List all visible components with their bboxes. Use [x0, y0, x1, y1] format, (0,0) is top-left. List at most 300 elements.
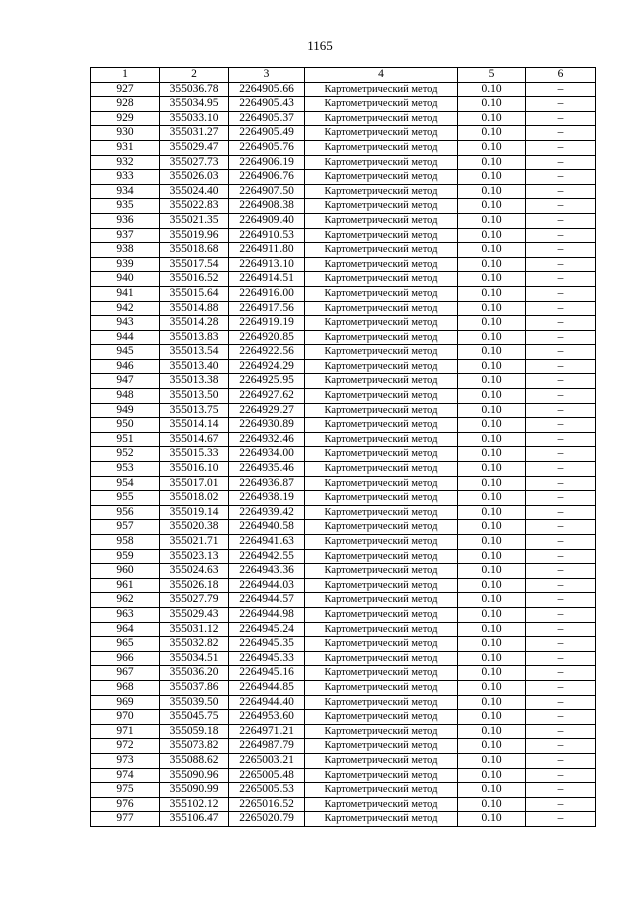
note-cell: –: [526, 374, 596, 389]
method-cell: Картометрический метод: [305, 593, 458, 608]
x-coordinate-cell: 355018.02: [160, 491, 229, 506]
method-cell: Картометрический метод: [305, 622, 458, 637]
y-coordinate-cell: 2264942.55: [229, 549, 305, 564]
note-cell: –: [526, 607, 596, 622]
accuracy-cell: 0.10: [458, 257, 526, 272]
method-cell: Картометрический метод: [305, 301, 458, 316]
point-number-cell: 954: [91, 476, 160, 491]
method-cell: Картометрический метод: [305, 432, 458, 447]
point-number-cell: 976: [91, 797, 160, 812]
y-coordinate-cell: 2264940.58: [229, 520, 305, 535]
x-coordinate-cell: 355037.86: [160, 680, 229, 695]
table-row: [91, 607, 596, 622]
accuracy-cell: 0.10: [458, 753, 526, 768]
accuracy-cell: 0.10: [458, 330, 526, 345]
accuracy-cell: 0.10: [458, 345, 526, 360]
point-number-cell: 958: [91, 535, 160, 550]
point-number-cell: 943: [91, 316, 160, 331]
y-coordinate-cell: 2264945.35: [229, 637, 305, 652]
x-coordinate-cell: 355022.83: [160, 199, 229, 214]
header-row: [91, 68, 596, 83]
table-row: [91, 651, 596, 666]
header-cell-3: 3: [229, 68, 305, 83]
note-cell: –: [526, 301, 596, 316]
point-number-cell: 963: [91, 607, 160, 622]
x-coordinate-cell: 355020.38: [160, 520, 229, 535]
accuracy-cell: 0.10: [458, 316, 526, 331]
table-header: [91, 68, 596, 83]
table-row: [91, 330, 596, 345]
method-cell: Картометрический метод: [305, 710, 458, 725]
accuracy-cell: 0.10: [458, 301, 526, 316]
point-number-cell: 971: [91, 724, 160, 739]
x-coordinate-cell: 355013.83: [160, 330, 229, 345]
point-number-cell: 970: [91, 710, 160, 725]
y-coordinate-cell: 2264939.42: [229, 505, 305, 520]
x-coordinate-cell: 355021.35: [160, 213, 229, 228]
x-coordinate-cell: 355029.47: [160, 140, 229, 155]
accuracy-cell: 0.10: [458, 170, 526, 185]
header-cell-5: 5: [458, 68, 526, 83]
table-row: [91, 753, 596, 768]
y-coordinate-cell: 2264925.95: [229, 374, 305, 389]
note-cell: –: [526, 82, 596, 97]
note-cell: –: [526, 739, 596, 754]
accuracy-cell: 0.10: [458, 286, 526, 301]
method-cell: Картометрический метод: [305, 797, 458, 812]
table-row: [91, 564, 596, 579]
x-coordinate-cell: 355090.96: [160, 768, 229, 783]
header-cell-2: 2: [160, 68, 229, 83]
x-coordinate-cell: 355027.73: [160, 155, 229, 170]
note-cell: –: [526, 505, 596, 520]
method-cell: Картометрический метод: [305, 637, 458, 652]
table-row: [91, 418, 596, 433]
method-cell: Картометрический метод: [305, 812, 458, 827]
note-cell: –: [526, 330, 596, 345]
y-coordinate-cell: 2264930.89: [229, 418, 305, 433]
x-coordinate-cell: 355016.10: [160, 462, 229, 477]
point-number-cell: 972: [91, 739, 160, 754]
table-row: [91, 710, 596, 725]
note-cell: –: [526, 403, 596, 418]
accuracy-cell: 0.10: [458, 710, 526, 725]
table-row: [91, 111, 596, 126]
point-number-cell: 965: [91, 637, 160, 652]
table-row: [91, 228, 596, 243]
table-row: [91, 491, 596, 506]
note-cell: –: [526, 680, 596, 695]
table-row: [91, 680, 596, 695]
note-cell: –: [526, 564, 596, 579]
accuracy-cell: 0.10: [458, 476, 526, 491]
y-coordinate-cell: 2264919.19: [229, 316, 305, 331]
accuracy-cell: 0.10: [458, 462, 526, 477]
x-coordinate-cell: 355013.75: [160, 403, 229, 418]
method-cell: Картометрический метод: [305, 476, 458, 491]
table-row: [91, 520, 596, 535]
x-coordinate-cell: 355016.52: [160, 272, 229, 287]
y-coordinate-cell: 2264905.43: [229, 97, 305, 112]
note-cell: –: [526, 272, 596, 287]
header-cell-4: 4: [305, 68, 458, 83]
point-number-cell: 932: [91, 155, 160, 170]
note-cell: –: [526, 140, 596, 155]
y-coordinate-cell: 2264911.80: [229, 243, 305, 258]
method-cell: Картометрический метод: [305, 462, 458, 477]
y-coordinate-cell: 2264920.85: [229, 330, 305, 345]
note-cell: –: [526, 797, 596, 812]
method-cell: Картометрический метод: [305, 724, 458, 739]
y-coordinate-cell: 2264944.03: [229, 578, 305, 593]
accuracy-cell: 0.10: [458, 593, 526, 608]
y-coordinate-cell: 2264906.19: [229, 155, 305, 170]
y-coordinate-cell: 2264914.51: [229, 272, 305, 287]
accuracy-cell: 0.10: [458, 272, 526, 287]
point-number-cell: 955: [91, 491, 160, 506]
note-cell: –: [526, 286, 596, 301]
method-cell: Картометрический метод: [305, 257, 458, 272]
method-cell: Картометрический метод: [305, 111, 458, 126]
accuracy-cell: 0.10: [458, 97, 526, 112]
table-row: [91, 359, 596, 374]
table-row: [91, 695, 596, 710]
table-row: [91, 666, 596, 681]
note-cell: –: [526, 213, 596, 228]
x-coordinate-cell: 355019.96: [160, 228, 229, 243]
x-coordinate-cell: 355014.88: [160, 301, 229, 316]
point-number-cell: 936: [91, 213, 160, 228]
accuracy-cell: 0.10: [458, 812, 526, 827]
table-row: [91, 447, 596, 462]
point-number-cell: 950: [91, 418, 160, 433]
accuracy-cell: 0.10: [458, 82, 526, 97]
x-coordinate-cell: 355013.54: [160, 345, 229, 360]
note-cell: –: [526, 753, 596, 768]
note-cell: –: [526, 228, 596, 243]
note-cell: –: [526, 97, 596, 112]
header-cell-6: 6: [526, 68, 596, 83]
note-cell: –: [526, 345, 596, 360]
table-row: [91, 345, 596, 360]
table-row: [91, 724, 596, 739]
note-cell: –: [526, 389, 596, 404]
method-cell: Картометрический метод: [305, 213, 458, 228]
y-coordinate-cell: 2264908.38: [229, 199, 305, 214]
note-cell: –: [526, 447, 596, 462]
method-cell: Картометрический метод: [305, 535, 458, 550]
point-number-cell: 953: [91, 462, 160, 477]
x-coordinate-cell: 355014.14: [160, 418, 229, 433]
note-cell: –: [526, 126, 596, 141]
y-coordinate-cell: 2264938.19: [229, 491, 305, 506]
method-cell: Картометрический метод: [305, 564, 458, 579]
y-coordinate-cell: 2264924.29: [229, 359, 305, 374]
page-number: 1165: [307, 38, 333, 53]
point-number-cell: 947: [91, 374, 160, 389]
y-coordinate-cell: 2264944.98: [229, 607, 305, 622]
accuracy-cell: 0.10: [458, 389, 526, 404]
note-cell: –: [526, 812, 596, 827]
point-number-cell: 952: [91, 447, 160, 462]
accuracy-cell: 0.10: [458, 695, 526, 710]
y-coordinate-cell: 2264922.56: [229, 345, 305, 360]
method-cell: Картометрический метод: [305, 82, 458, 97]
method-cell: Картометрический метод: [305, 286, 458, 301]
method-cell: Картометрический метод: [305, 491, 458, 506]
accuracy-cell: 0.10: [458, 447, 526, 462]
x-coordinate-cell: 355031.27: [160, 126, 229, 141]
y-coordinate-cell: 2264944.57: [229, 593, 305, 608]
table-row: [91, 505, 596, 520]
x-coordinate-cell: 355088.62: [160, 753, 229, 768]
method-cell: Картометрический метод: [305, 607, 458, 622]
table-row: [91, 389, 596, 404]
note-cell: –: [526, 491, 596, 506]
x-coordinate-cell: 355015.33: [160, 447, 229, 462]
method-cell: Картометрический метод: [305, 374, 458, 389]
point-number-cell: 940: [91, 272, 160, 287]
note-cell: –: [526, 111, 596, 126]
y-coordinate-cell: 2264906.76: [229, 170, 305, 185]
method-cell: Картометрический метод: [305, 418, 458, 433]
accuracy-cell: 0.10: [458, 199, 526, 214]
accuracy-cell: 0.10: [458, 374, 526, 389]
y-coordinate-cell: 2264929.27: [229, 403, 305, 418]
point-number-cell: 930: [91, 126, 160, 141]
accuracy-cell: 0.10: [458, 797, 526, 812]
table-row: [91, 316, 596, 331]
table-row: [91, 213, 596, 228]
accuracy-cell: 0.10: [458, 126, 526, 141]
point-number-cell: 951: [91, 432, 160, 447]
y-coordinate-cell: 2264905.49: [229, 126, 305, 141]
note-cell: –: [526, 520, 596, 535]
table-row: [91, 140, 596, 155]
accuracy-cell: 0.10: [458, 140, 526, 155]
accuracy-cell: 0.10: [458, 637, 526, 652]
method-cell: Картометрический метод: [305, 505, 458, 520]
note-cell: –: [526, 535, 596, 550]
point-number-cell: 939: [91, 257, 160, 272]
y-coordinate-cell: 2264927.62: [229, 389, 305, 404]
x-coordinate-cell: 355034.95: [160, 97, 229, 112]
accuracy-cell: 0.10: [458, 403, 526, 418]
accuracy-cell: 0.10: [458, 111, 526, 126]
point-number-cell: 974: [91, 768, 160, 783]
point-number-cell: 937: [91, 228, 160, 243]
x-coordinate-cell: 355059.18: [160, 724, 229, 739]
y-coordinate-cell: 2265005.53: [229, 783, 305, 798]
method-cell: Картометрический метод: [305, 243, 458, 258]
point-number-cell: 957: [91, 520, 160, 535]
method-cell: Картометрический метод: [305, 403, 458, 418]
note-cell: –: [526, 316, 596, 331]
note-cell: –: [526, 476, 596, 491]
note-cell: –: [526, 783, 596, 798]
point-number-cell: 968: [91, 680, 160, 695]
table-body: [91, 82, 596, 826]
point-number-cell: 945: [91, 345, 160, 360]
accuracy-cell: 0.10: [458, 549, 526, 564]
point-number-cell: 946: [91, 359, 160, 374]
accuracy-cell: 0.10: [458, 564, 526, 579]
y-coordinate-cell: 2265003.21: [229, 753, 305, 768]
accuracy-cell: 0.10: [458, 768, 526, 783]
y-coordinate-cell: 2264944.85: [229, 680, 305, 695]
note-cell: –: [526, 622, 596, 637]
x-coordinate-cell: 355039.50: [160, 695, 229, 710]
method-cell: Картометрический метод: [305, 651, 458, 666]
table-row: [91, 739, 596, 754]
point-number-cell: 944: [91, 330, 160, 345]
method-cell: Картометрический метод: [305, 680, 458, 695]
x-coordinate-cell: 355073.82: [160, 739, 229, 754]
accuracy-cell: 0.10: [458, 578, 526, 593]
header-cell-1: 1: [91, 68, 160, 83]
accuracy-cell: 0.10: [458, 651, 526, 666]
point-number-cell: 942: [91, 301, 160, 316]
x-coordinate-cell: 355045.75: [160, 710, 229, 725]
point-number-cell: 964: [91, 622, 160, 637]
method-cell: Картометрический метод: [305, 345, 458, 360]
table-row: [91, 768, 596, 783]
table-row: [91, 535, 596, 550]
y-coordinate-cell: 2264934.00: [229, 447, 305, 462]
point-number-cell: 961: [91, 578, 160, 593]
y-coordinate-cell: 2264905.76: [229, 140, 305, 155]
x-coordinate-cell: 355013.38: [160, 374, 229, 389]
accuracy-cell: 0.10: [458, 184, 526, 199]
y-coordinate-cell: 2264916.00: [229, 286, 305, 301]
accuracy-cell: 0.10: [458, 213, 526, 228]
point-number-cell: 977: [91, 812, 160, 827]
x-coordinate-cell: 355015.64: [160, 286, 229, 301]
method-cell: Картометрический метод: [305, 155, 458, 170]
table-row: [91, 462, 596, 477]
note-cell: –: [526, 243, 596, 258]
note-cell: –: [526, 651, 596, 666]
point-number-cell: 962: [91, 593, 160, 608]
y-coordinate-cell: 2264909.40: [229, 213, 305, 228]
method-cell: Картометрический метод: [305, 768, 458, 783]
y-coordinate-cell: 2265005.48: [229, 768, 305, 783]
accuracy-cell: 0.10: [458, 228, 526, 243]
table-row: [91, 578, 596, 593]
method-cell: Картометрический метод: [305, 316, 458, 331]
method-cell: Картометрический метод: [305, 783, 458, 798]
point-number-cell: 935: [91, 199, 160, 214]
y-coordinate-cell: 2264971.21: [229, 724, 305, 739]
accuracy-cell: 0.10: [458, 520, 526, 535]
table-row: [91, 403, 596, 418]
x-coordinate-cell: 355024.40: [160, 184, 229, 199]
x-coordinate-cell: 355014.67: [160, 432, 229, 447]
point-number-cell: 967: [91, 666, 160, 681]
table-row: [91, 243, 596, 258]
point-number-cell: 928: [91, 97, 160, 112]
y-coordinate-cell: 2264907.50: [229, 184, 305, 199]
x-coordinate-cell: 355090.99: [160, 783, 229, 798]
method-cell: Картометрический метод: [305, 126, 458, 141]
method-cell: Картометрический метод: [305, 753, 458, 768]
y-coordinate-cell: 2264953.60: [229, 710, 305, 725]
x-coordinate-cell: 355019.14: [160, 505, 229, 520]
note-cell: –: [526, 432, 596, 447]
accuracy-cell: 0.10: [458, 505, 526, 520]
accuracy-cell: 0.10: [458, 155, 526, 170]
x-coordinate-cell: 355034.51: [160, 651, 229, 666]
point-number-cell: 929: [91, 111, 160, 126]
x-coordinate-cell: 355026.18: [160, 578, 229, 593]
note-cell: –: [526, 170, 596, 185]
method-cell: Картометрический метод: [305, 140, 458, 155]
x-coordinate-cell: 355024.63: [160, 564, 229, 579]
table-row: [91, 155, 596, 170]
table-row: [91, 622, 596, 637]
x-coordinate-cell: 355017.01: [160, 476, 229, 491]
table-row: [91, 199, 596, 214]
note-cell: –: [526, 768, 596, 783]
table-row: [91, 549, 596, 564]
y-coordinate-cell: 2264932.46: [229, 432, 305, 447]
y-coordinate-cell: 2264935.46: [229, 462, 305, 477]
y-coordinate-cell: 2264936.87: [229, 476, 305, 491]
x-coordinate-cell: 355031.12: [160, 622, 229, 637]
note-cell: –: [526, 359, 596, 374]
table-row: [91, 476, 596, 491]
x-coordinate-cell: 355033.10: [160, 111, 229, 126]
note-cell: –: [526, 184, 596, 199]
accuracy-cell: 0.10: [458, 724, 526, 739]
y-coordinate-cell: 2264945.33: [229, 651, 305, 666]
table-row: [91, 783, 596, 798]
y-coordinate-cell: 2264905.37: [229, 111, 305, 126]
accuracy-cell: 0.10: [458, 739, 526, 754]
point-number-cell: 959: [91, 549, 160, 564]
accuracy-cell: 0.10: [458, 491, 526, 506]
x-coordinate-cell: 355106.47: [160, 812, 229, 827]
x-coordinate-cell: 355023.13: [160, 549, 229, 564]
table-row: [91, 272, 596, 287]
note-cell: –: [526, 155, 596, 170]
table-row: [91, 593, 596, 608]
table-row: [91, 301, 596, 316]
x-coordinate-cell: 355036.20: [160, 666, 229, 681]
method-cell: Картометрический метод: [305, 199, 458, 214]
method-cell: Картометрический метод: [305, 272, 458, 287]
table-row: [91, 432, 596, 447]
note-cell: –: [526, 637, 596, 652]
note-cell: –: [526, 549, 596, 564]
method-cell: Картометрический метод: [305, 359, 458, 374]
x-coordinate-cell: 355102.12: [160, 797, 229, 812]
method-cell: Картометрический метод: [305, 666, 458, 681]
method-cell: Картометрический метод: [305, 739, 458, 754]
y-coordinate-cell: 2264905.66: [229, 82, 305, 97]
x-coordinate-cell: 355036.78: [160, 82, 229, 97]
accuracy-cell: 0.10: [458, 418, 526, 433]
point-number-cell: 969: [91, 695, 160, 710]
point-number-cell: 975: [91, 783, 160, 798]
method-cell: Картометрический метод: [305, 228, 458, 243]
x-coordinate-cell: 355014.28: [160, 316, 229, 331]
point-number-cell: 973: [91, 753, 160, 768]
note-cell: –: [526, 666, 596, 681]
note-cell: –: [526, 710, 596, 725]
x-coordinate-cell: 355013.50: [160, 389, 229, 404]
accuracy-cell: 0.10: [458, 432, 526, 447]
